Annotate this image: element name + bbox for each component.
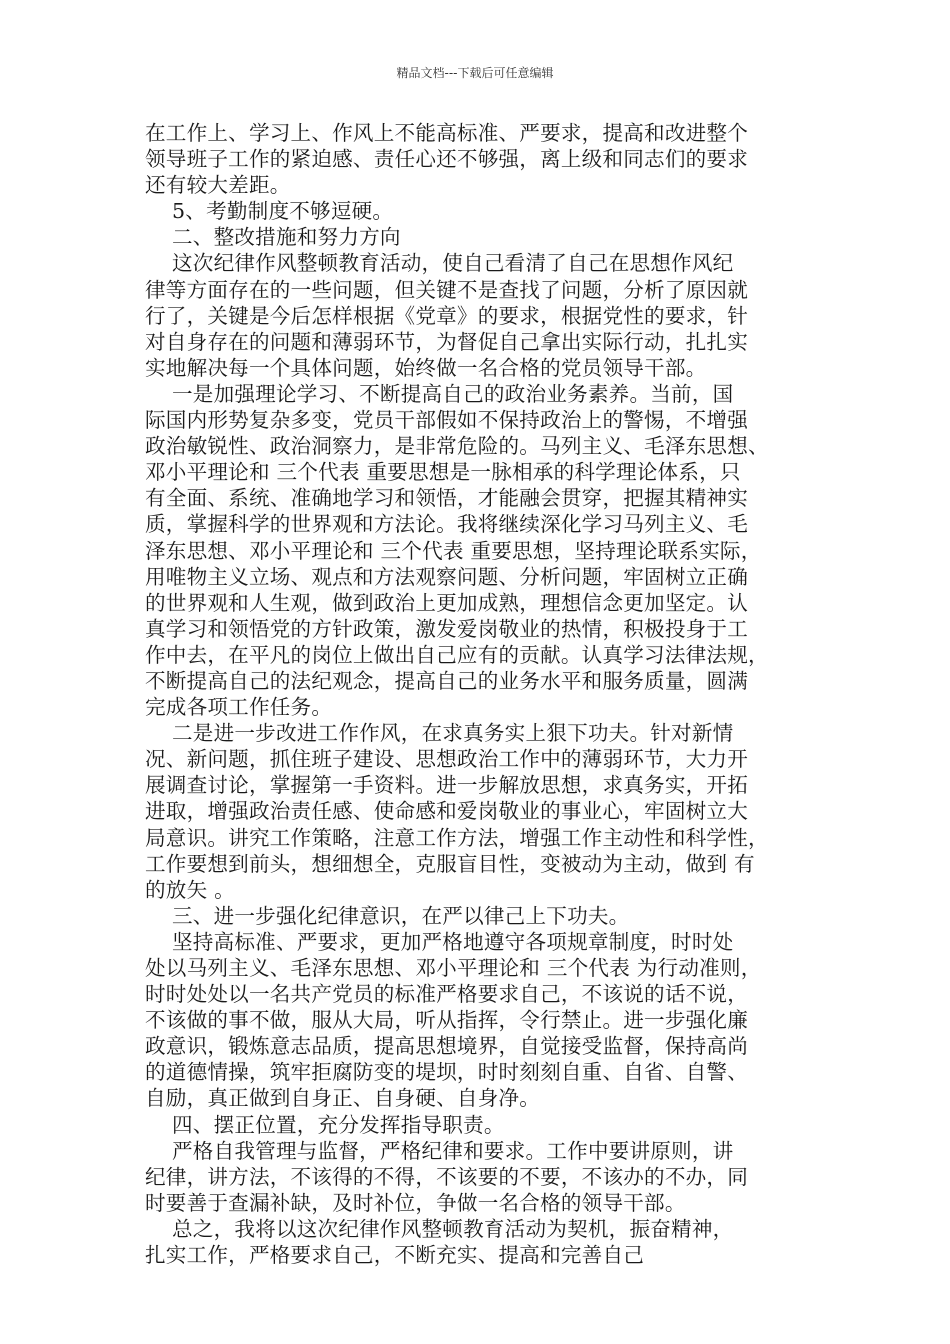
text-line: 纪律，讲方法，不该得的不得，不该要的不要，不该办的不办，同 [145,1164,749,1189]
text-line: 质，掌握科学的世界观和方法论。我将继续深化学习马列主义、毛 [145,512,749,537]
text-line: 四、摆正位置，充分发挥指导职责。 [145,1112,505,1137]
text-line: 进取，增强政治责任感、使命感和爱岗敬业的事业心，牢固树立大 [145,799,749,824]
document-body [145,120,810,1268]
text-line: 局意识。讲究工作策略，注意工作方法，增强工作主动性和科学性， [145,825,769,850]
text-line: 还有较大差距。 [145,173,291,198]
text-line: 三、进一步强化纪律意识，在严以律己上下功夫。 [145,903,630,928]
text-line: 工作要想到前头，想细想全，克服盲目性，变被动为主动，做到 有 [145,851,755,876]
text-line: 总之，我将以这次纪律作风整顿教育活动为契机，振奋精神， [145,1216,734,1241]
text-line: 二是进一步改进工作作风，在求真务实上狠下功夫。针对新情 [145,721,734,746]
text-line: 时要善于查漏补缺，及时补位，争做一名合格的领导干部。 [145,1190,686,1215]
text-line: 扎实工作，严格要求自己，不断充实、提高和完善自己 [145,1243,645,1268]
text-line: 对自身存在的问题和薄弱环节，为督促自己拿出实际行动，扎扎实 [145,329,749,354]
page-header: 精品文档---下载后可任意编辑 [396,66,554,80]
text-line: 作中去，在平凡的岗位上做出自己应有的贡献。认真学习法律法规， [145,642,769,667]
text-line: 律等方面存在的一些问题，但关键不是查找了问题，分析了原因就 [145,277,749,302]
text-line: 领导班子工作的紧迫感、责任心还不够强，离上级和同志们的要求 [145,147,749,172]
text-line: 时时处处以一名共产党员的标准严格要求自己，不该说的话不说， [145,982,749,1007]
text-line: 用唯物主义立场、观点和方法观察问题、分析问题，牢固树立正确 [145,564,749,589]
text-line: 政治敏锐性、政治洞察力，是非常危险的。马列主义、毛泽东思想、 [145,434,769,459]
text-line: 坚持高标准、严要求，更加严格地遵守各项规章制度，时时处 [145,929,734,954]
text-line: 政意识，锻炼意志品质，提高思想境界，自觉接受监督，保持高尚 [145,1034,749,1059]
text-line: 泽东思想、邓小平理论和 三个代表 重要思想，坚持理论联系实际， [145,538,762,563]
text-line: 真学习和领悟党的方针政策，激发爱岗敬业的热情，积极投身于工 [145,616,749,641]
text-line: 实地解决每一个具体问题，始终做一名合格的党员领导干部。 [145,355,707,380]
text-line: 5、考勤制度不够逗硬。 [145,199,394,224]
text-line: 不该做的事不做，服从大局，听从指挥，令行禁止。进一步强化廉 [145,1008,749,1033]
text-line: 二、整改措施和努力方向 [145,225,401,250]
text-line: 的放矢 。 [145,877,235,902]
text-line: 邓小平理论和 三个代表 重要思想是一脉相承的科学理论体系，只 [145,460,741,485]
text-line: 在工作上、学习上、作风上不能高标准、严要求，提高和改进整个 [145,121,749,145]
text-line: 不断提高自己的法纪观念，提高自己的业务水平和服务质量，圆满 [145,668,749,693]
text-line: 处以马列主义、毛泽东思想、邓小平理论和 三个代表 为行动准则， [145,956,762,980]
text-line: 行了，关键是今后怎样根据《党章》的要求，根据党性的要求，针 [145,303,749,328]
text-line: 有全面、系统、准确地学习和领悟，才能融会贯穿，把握其精神实 [145,486,749,511]
text-line: 际国内形势复杂多变，党员干部假如不保持政治上的警惕，不增强 [145,408,749,433]
text-line: 完成各项工作任务。 [145,695,333,720]
text-line: 严格自我管理与监督，严格纪律和要求。工作中要讲原则，讲 [145,1138,734,1163]
text-line: 一是加强理论学习、不断提高自己的政治业务素养。当前，国 [145,381,734,406]
text-line: 自励，真正做到自身正、自身硬、自身净。 [145,1086,541,1111]
text-line: 展调查讨论，掌握第一手资料。进一步解放思想，求真务实，开拓 [145,773,749,798]
text-line: 的世界观和人生观，做到政治上更加成熟，理想信念更加坚定。认 [145,590,749,615]
text-line: 的道德情操，筑牢拒腐防变的堤坝，时时刻刻自重、自省、自警、 [145,1060,749,1085]
text-line: 这次纪律作风整顿教育活动，使自己看清了自己在思想作风纪 [145,251,734,276]
text-line: 况、新问题，抓住班子建设、思想政治工作中的薄弱环节，大力开 [145,747,749,772]
